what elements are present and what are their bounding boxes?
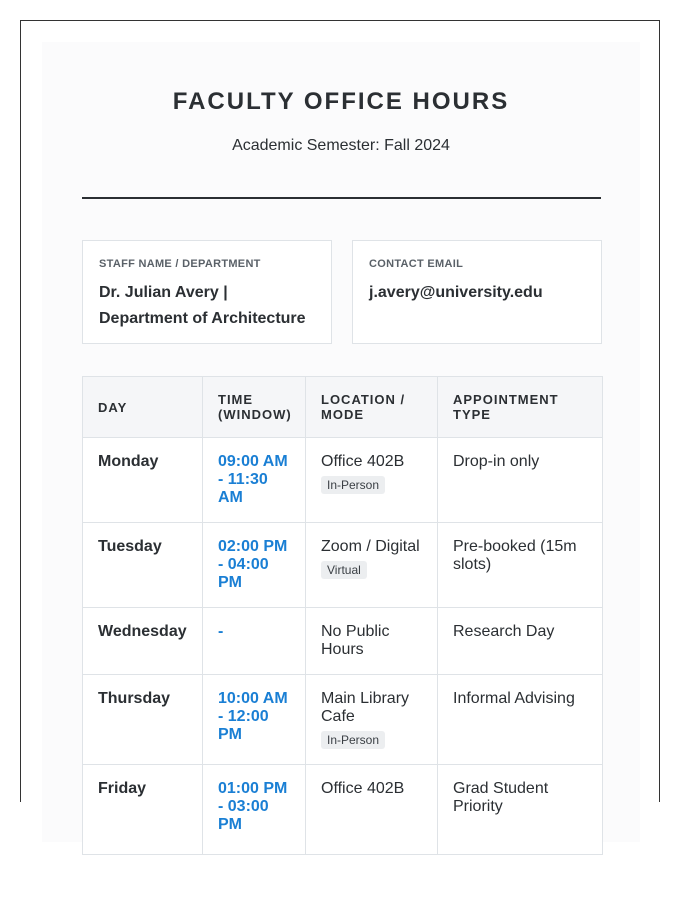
table-row — [83, 765, 603, 855]
staff-card-label: STAFF NAME / DEPARTMENT — [99, 258, 261, 270]
table-row — [83, 608, 603, 675]
appointment-type-cell: Research Day — [438, 608, 603, 675]
location-cell — [306, 608, 438, 675]
staff-department: Department of Architecture — [99, 310, 306, 327]
location-text: Zoom / Digital — [321, 538, 420, 555]
location-cell — [306, 675, 438, 765]
table-header-row — [83, 377, 603, 438]
contact-email[interactable]: j.avery@university.edu — [369, 284, 543, 301]
table-row — [83, 675, 603, 765]
column-header-type: APPOINTMENT TYPE — [438, 377, 603, 438]
time-cell: 10:00 AM - 12:00 PM — [203, 675, 306, 765]
day-cell: Tuesday — [83, 523, 203, 608]
time-cell: 09:00 AM - 11:30 AM — [203, 438, 306, 523]
table-row — [83, 438, 603, 523]
location-cell — [306, 438, 438, 523]
day-cell: Monday — [83, 438, 203, 523]
appointment-type-cell: Pre-booked (15m slots) — [438, 523, 603, 608]
day-cell: Thursday — [83, 675, 203, 765]
mode-badge: In-Person — [321, 476, 385, 494]
location-cell — [306, 765, 438, 855]
column-header-time: TIME (WINDOW) — [203, 377, 306, 438]
staff-name: Dr. Julian Avery | — [99, 284, 228, 301]
location-text: Office 402B — [321, 453, 405, 470]
column-header-day: DAY — [83, 377, 203, 438]
column-header-location: LOCATION / MODE — [306, 377, 438, 438]
appointment-type-cell: Drop-in only — [438, 438, 603, 523]
staff-card-value — [99, 280, 315, 332]
appointment-type-cell: Grad Student Priority — [438, 765, 603, 855]
schedule-table — [82, 376, 603, 855]
mode-badge: In-Person — [321, 731, 385, 749]
header-divider — [82, 197, 601, 199]
mode-badge: Virtual — [321, 561, 367, 579]
page-title: FACULTY OFFICE HOURS — [172, 88, 510, 115]
office-hours-sheet — [42, 42, 640, 842]
location-cell — [306, 523, 438, 608]
contact-card-label: CONTACT EMAIL — [369, 258, 464, 270]
appointment-type-cell: Informal Advising — [438, 675, 603, 765]
contact-card — [352, 240, 602, 344]
time-cell: - — [203, 608, 306, 675]
location-text: Office 402B — [321, 780, 405, 797]
table-row — [83, 523, 603, 608]
staff-card — [82, 240, 332, 344]
day-cell: Friday — [83, 765, 203, 855]
location-text: No Public Hours — [321, 623, 390, 658]
day-cell: Wednesday — [83, 608, 203, 675]
semester-subtitle: Academic Semester: Fall 2024 — [232, 137, 450, 154]
time-cell: 02:00 PM - 04:00 PM — [203, 523, 306, 608]
time-cell: 01:00 PM - 03:00 PM — [203, 765, 306, 855]
document-frame — [20, 20, 660, 833]
location-text: Main Library Cafe — [321, 690, 410, 725]
header — [42, 42, 640, 155]
